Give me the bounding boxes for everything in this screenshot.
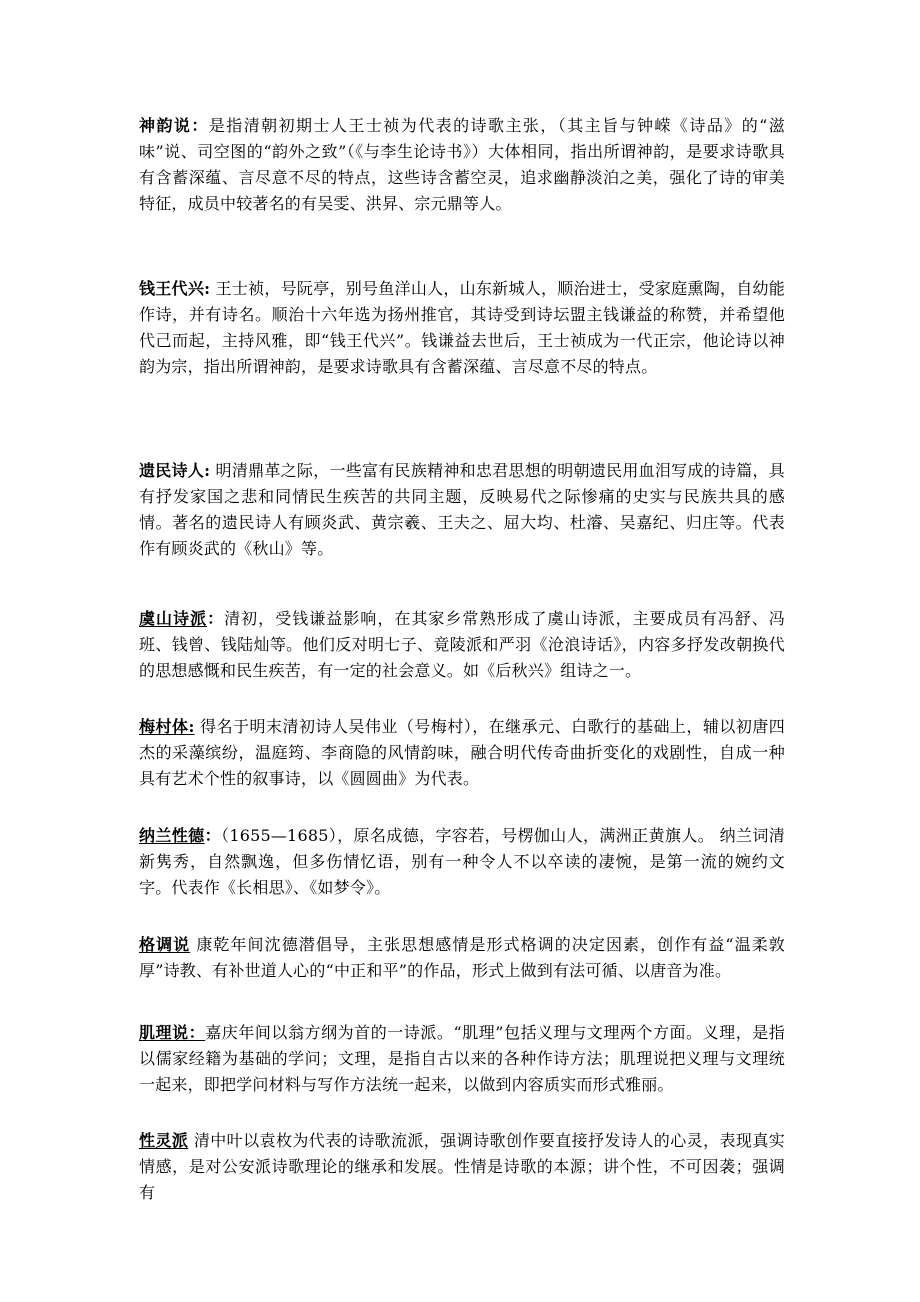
entry-separator: ： — [188, 1023, 206, 1042]
entry-text: 是指清朝初期士人王士祯为代表的诗歌主张，（其主旨与钟嵘《诗品》的“滋味”说、司空图的“韵外之致”（《与李生论诗书》）大体相同，指出所谓神韵，是要求诗歌具有含蓄深蕴、言尽意不尽的特点，这些诗含蓄空灵，追求幽静淡泊之美，强化了诗的审美特征，成员中较著名的有吴雯、洪昇、宗元鼎等人。 — [139, 116, 786, 213]
entry-text: 嘉庆年间以翁方纲为首的一诗派。“肌理”包括义理与文理两个方面。义理，是指以儒家经籍为基础的学问；文理，是指自古以来的各种作诗方法；肌理说把义理与文理统一起来，即把学问材料与写作方法统一起来，以做到内容质实而形式雅丽。 — [139, 1023, 786, 1094]
entry-shenyun-shuo — [139, 113, 785, 217]
entry-text: 清初，受钱谦益影响，在其家乡常熟形成了虞山诗派，主要成员有冯舒、冯班、钱曾、钱陆灿等。他们反对明七子、竟陵派和严羽《沧浪诗话》，内容多抒发改朝换代的思想感慨和民生疾苦，有一定的社会意义。如《后秋兴》组诗之一。 — [139, 609, 785, 680]
entry-separator: : — [204, 461, 211, 480]
entry-text: 王士祯，号阮亭，别号鱼洋山人，山东新城人，顺治进士，受家庭熏陶，自幼能作诗，并有诗名。顺治十六年选为扬州推官，其诗受到诗坛盟主钱谦益的称赞，并希望他代己而起，主持风雅，即“钱王代兴”。钱谦益去世后，王士祯成为一代正宗，他论诗以神韵为宗，指出所谓神韵，是要求诗歌具有含蓄深蕴、言尽意不尽的特点。 — [139, 279, 785, 376]
entry-separator: ： — [207, 609, 225, 628]
entry-yimin-shiren — [139, 458, 785, 562]
entry-xingling-pai — [139, 1128, 785, 1206]
entry-term: 性灵派 — [139, 1131, 189, 1150]
entry-term: 纳兰性德 — [139, 826, 205, 845]
entry-text: 康乾年间沈德潜倡导，主张思想感情是形式格调的决定因素，创作有益“温柔敦厚”诗教、有补世道人心的“中正和平”的作品，形式上做到有法可循、以唐音为准。 — [139, 935, 785, 980]
entry-text: 得名于明末清初诗人吴伟业（号梅村），在继承元、白歌行的基础上，辅以初唐四杰的采藻缤纷，温庭筠、李商隐的风情韵味，融合明代传奇曲折变化的戏剧性，自成一种具有艺术个性的叙事诗，以《圆圆曲》为代表。 — [139, 717, 785, 788]
entry-term: 神韵说 — [139, 116, 192, 135]
entry-gediao-shuo — [139, 932, 785, 984]
entry-term: 格调说 — [139, 935, 191, 954]
entry-term: 遗民诗人 — [139, 461, 205, 480]
entry-term: 虞山诗派 — [139, 609, 208, 628]
entry-term: 梅村体 — [139, 717, 189, 736]
entry-term: 肌理说 — [139, 1023, 189, 1042]
entry-qianwang-daixing — [139, 276, 785, 380]
entry-term: 钱王代兴 — [139, 279, 205, 298]
entry-text: （1655—1685），原名成德，字容若，号楞伽山人，满洲正黄旗人。 纳兰词清新隽秀，自然飘逸，但多伤情忆语，别有一种令人不以卒读的凄惋，是第一流的婉约文字。代表作《长相思》、《如梦令》。 — [139, 826, 785, 897]
entry-separator: : — [204, 279, 211, 298]
entry-jili-shuo — [139, 1020, 785, 1098]
entry-nalan-xingde — [139, 823, 785, 901]
entry-text: 清中叶以袁枚为代表的诗歌流派，强调诗歌创作要直接抒发诗人的心灵，表现真实情感，是对公安派诗歌理论的继承和发展。性情是诗歌的本源；讲个性，不可因袭；强调有 — [139, 1131, 785, 1202]
entry-separator: ： — [191, 116, 209, 135]
entry-separator: : — [188, 717, 195, 736]
entry-text: 明清鼎革之际，一些富有民族精神和忠君思想的明朝遗民用血泪写成的诗篇，具有抒发家国之悲和同情民生疾苦的共同主题，反映易代之际惨痛的史实与民族共具的感情。著名的遗民诗人有顾炎武、黄宗羲、王夫之、屈大均、杜濬、吴嘉纪、归庄等。代表作有顾炎武的《秋山》等。 — [139, 461, 785, 558]
entry-yushan-shipai — [139, 606, 785, 684]
entry-meicun-ti — [139, 714, 785, 792]
entry-separator: ： — [204, 826, 221, 845]
